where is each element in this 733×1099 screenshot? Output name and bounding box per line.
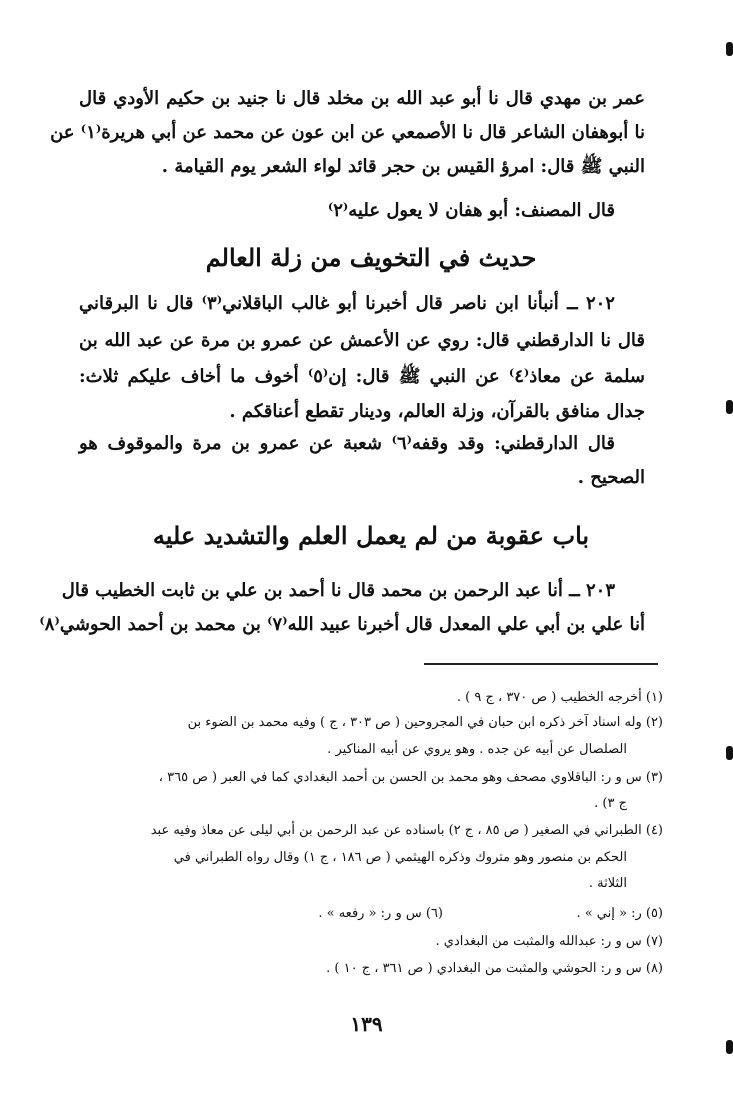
text-line: ٢٠٣ ــ أنا عبد الرحمن بن محمد قال نا أحمد بن علي بن ثابت الخطيب قال [61,580,615,601]
footnote: (٢) وله اسناد آخر ذكره ابن حبان في المجروحين ( ص ٣٠٣ ، ج ) وفيه محمد بن الضوء بن [187,715,663,730]
text-line: قال نا الدارقطني قال: روي عن الأعمش عن عمرو بن مرة عن عبد الله بن [79,330,645,351]
footnote: (٨) س و ر: الحوشي والمثبت من البغدادي ( ص ٣٦١ ، ج ١٠ ) . [326,961,663,976]
footnote: (٤) الطبراني في الصغير ( ص ٨٥ ، ج ٢) باسناده عن عبد الرحمن بن أبي ليلى عن معاذ وفيه عبد [150,823,663,838]
text-line: نا أبوهفان الشاعر قال نا الأصمعي عن ابن عون عن محمد عن أبي هريرة⁽١⁾ عن [50,122,645,143]
footnote: (٦) س و ر: « رفعه » . [318,906,443,921]
text-line: ٢٠٢ ــ أنبأنا ابن ناصر قال أخبرنا أبو غالب الباقلاني⁽٣⁾ قال نا البرقاني [79,293,615,314]
footnote: (١) أخرجه الخطيب ( ص ٣٧٠ ، ج ٩ ) . [456,690,663,705]
scan-mark [726,1040,733,1054]
scan-mark [726,42,733,56]
footnote: (٣) س و ر: الباقلاوي مصحف وهو محمد بن الحسن بن أحمد البغدادي كما في العبر ( ص ٣٦٥ ، [158,770,663,785]
scan-mark [726,400,733,414]
text-line: النبي ﷺ قال: امرؤ القيس بن حجر قائد لواء الشعر يوم القيامة . [161,156,645,177]
footnote: الحكم بن منصور وهو متروك وذكره الهيثمي ( ص ١٨٦ ، ج ١) وقال رواه الطبراني في [173,850,627,865]
text-line: قال المصنف: أبو هفان لا يعول عليه⁽٢⁾ [327,200,615,221]
section-heading: حديث في التخويف من زلة العالم [205,243,537,272]
text-line: الصحيح . [577,467,645,488]
text-line: جدال منافق بالقرآن، وزلة العالم، ودينار تقطع أعناقكم . [229,401,645,422]
text-line: قال الدارقطني: وقد وقفه⁽٦⁾ شعبة عن عمرو بن مرة والموقوف هو [79,433,615,454]
footnote: ج ٣) . [594,796,627,811]
scan-mark [726,746,733,760]
footnote-separator [424,663,658,665]
footnote: (٥) ر: « إني » . [576,906,663,921]
section-heading: باب عقوبة من لم يعمل العلم والتشديد عليه [152,521,590,550]
text-line: سلمة عن معاذ⁽٤⁾ عن النبي ﷺ قال: إن⁽٥⁾ أخوف ما أخاف عليكم ثلاث: [79,366,645,387]
text-line: عمر بن مهدي قال نا أبو عبد الله بن مخلد قال نا جنيد بن حكيم الأودي قال [79,88,645,109]
page-number: ١٣٩ [350,1012,383,1036]
footnote: الثلاثة . [588,876,627,891]
text-line: أنا علي بن أبي علي المعدل قال أخبرنا عبيد الله⁽٧⁾ بن محمد بن أحمد الحوشي⁽٨⁾ [39,614,645,635]
footnote: الصلصال عن أبيه عن جده . وهو يروي عن أبيه المناكير . [327,742,627,757]
footnote: (٧) س و ر: عبدالله والمثبت من البغدادي . [435,934,663,949]
